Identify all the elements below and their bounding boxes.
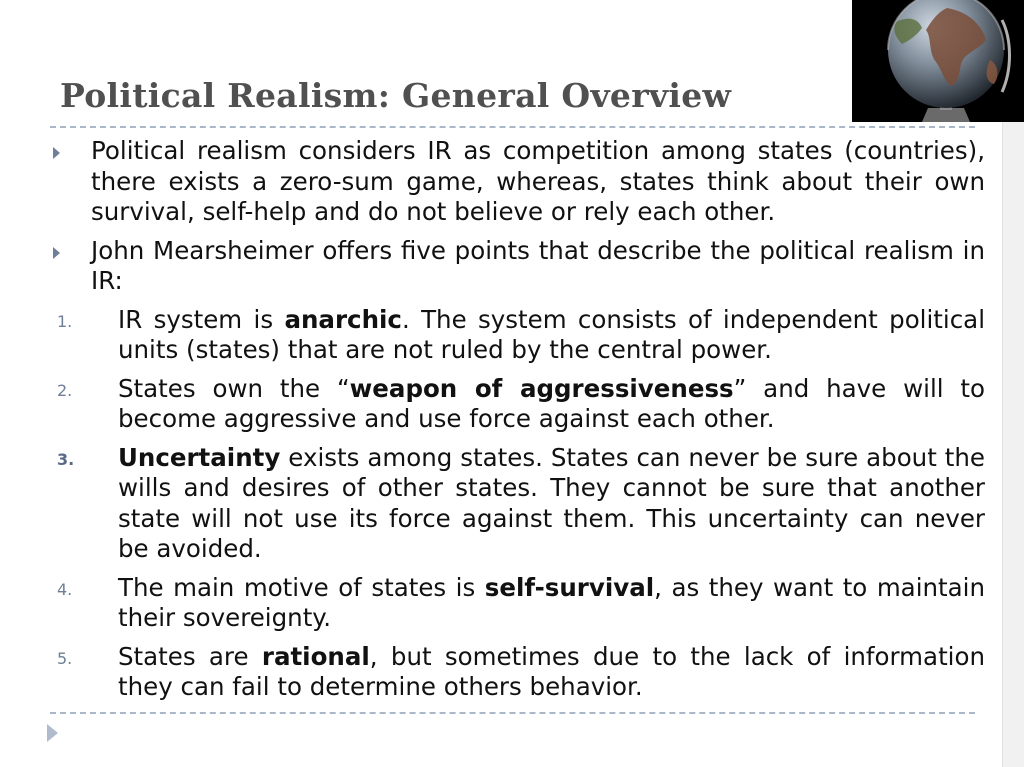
bullet-item [45, 136, 985, 228]
numbered-point [45, 305, 985, 366]
point-number: 2. [57, 380, 73, 400]
point-key-term: rational [261, 641, 370, 671]
point-text-after: , but sometimes due to the lack of information they can fail to determine others behavior. [118, 641, 985, 701]
point-number: 4. [57, 579, 73, 599]
bullet-text: Political realism considers IR as competition among states (countries), there exists a zero-sum game, whereas, states think about their own survival, self-help and do not believe or rely each other. [91, 136, 985, 226]
slide-title: Political Realism: General Overview [60, 76, 732, 115]
numbered-point [45, 374, 985, 435]
point-text-before: IR system is [118, 304, 285, 334]
next-slide-icon[interactable] [47, 724, 58, 742]
point-key-term: Uncertainty [118, 442, 281, 472]
triangle-bullet-icon [53, 147, 60, 159]
point-text-after: , as they want to maintain their sovereignty. [118, 572, 985, 632]
point-text-before: States are [118, 641, 262, 671]
globe-image [852, 0, 1024, 122]
triangle-bullet-icon [53, 247, 60, 259]
point-text-after: . The system consists of independent political units (states) that are not ruled by the central power. [118, 304, 985, 364]
point-text-before: The main motive of states is [118, 572, 485, 602]
point-key-term: anarchic [284, 304, 402, 334]
point-number: 1. [57, 311, 73, 331]
title-divider [50, 126, 975, 128]
point-text-after: ” and have will to become aggressive and use force against each other. [118, 373, 986, 433]
point-number: 3. [57, 449, 75, 469]
footer-divider [50, 712, 975, 714]
slide-body [45, 136, 985, 711]
point-text-after: exists among states. States can never be sure about the wills and desires of other states. They cannot be sure that another state will not use its force against them. This uncertainty can never be avoided. [118, 442, 985, 563]
point-key-term: weapon of aggressiveness [349, 373, 734, 403]
point-text-before: States own the “ [118, 373, 350, 403]
numbered-point [45, 573, 985, 634]
numbered-point [45, 443, 985, 565]
numbered-point [45, 642, 985, 703]
point-number: 5. [57, 648, 73, 668]
point-key-term: self-survival [484, 572, 655, 602]
bullet-text: John Mearsheimer offers five points that describe the political realism in IR: [91, 235, 985, 295]
bullet-item [45, 236, 985, 297]
